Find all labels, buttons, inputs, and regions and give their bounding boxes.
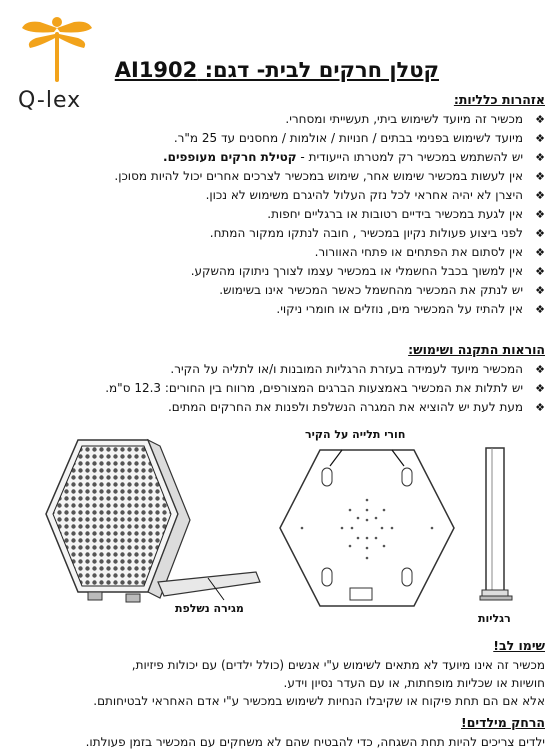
diamond-bullet-icon: ❖ [535, 284, 545, 297]
install-list [105, 360, 545, 417]
install-section [105, 342, 545, 417]
attention-line: מכשיר זה אינו מיועד לא מתאים לשימוש ע"י אנשים (כולל ילדים) עם יכולות פיזיות, [131, 658, 545, 672]
list-item: ❖ יש להשתמש במכשיר רק למטרתו הייעודית - קטילת חרקים מעופפים. [114, 148, 545, 167]
general-warnings-list [114, 110, 545, 319]
list-item: ❖ מכשיר זה מיועד לשימוש ביתי, תעשייתי ומסחרי. [114, 110, 545, 129]
bold-purpose-text: קטילת חרקים מעופפים. [163, 150, 297, 164]
kids-text: ילדים צריכים להיות תחת השגחה, כדי להבטיח שהם לא משחקים עם המכשיר בזמן פעולתו. [85, 735, 545, 749]
list-item: ❖ אין לעשות במכשיר שימוש אחר, שימוש במכשיר לצרכים אחרים יכול להיות מסוכן. [114, 167, 545, 186]
product-perspective-illustration [28, 432, 278, 617]
tray-label: מגירה נשלפת [175, 602, 244, 615]
diamond-bullet-icon: ❖ [535, 265, 545, 278]
product-side-illustration [478, 440, 518, 610]
attention-heading: שימו לב! [493, 638, 545, 653]
list-item: ❖ המכשיר מיועד לעמידה בעזרת הרגליות המובנות ו/או לתליה על הקיר. [105, 360, 545, 379]
page-title: קטלן חרקים לבית- דגם: AI1902 [114, 58, 439, 82]
list-item: ❖ אין להתיז על המכשיר מים, נוזלים או חומרי ניקוי. [114, 300, 545, 319]
list-item: ❖ יש לתלות את המכשיר באמצעות הברגים המצורפים, מרווח בין החורים: 12.3 ס"מ. [105, 379, 545, 398]
diamond-bullet-icon: ❖ [535, 227, 545, 240]
diamond-bullet-icon: ❖ [535, 363, 545, 376]
diamond-bullet-icon: ❖ [535, 303, 545, 316]
diamond-bullet-icon: ❖ [535, 246, 545, 259]
diamond-bullet-icon: ❖ [535, 113, 545, 126]
list-item: ❖ מיועד לשימוש בפנימי בבתים / חנויות / אולמות / מחסנים עד 25 מ"ר. [114, 129, 545, 148]
list-item: ❖ אין לגעת במכשיר בידיים רטובות או ברגליים יחפות. [114, 205, 545, 224]
diamond-bullet-icon: ❖ [535, 151, 545, 164]
list-item: ❖ היצרן לא יהיה אחראי לכל נזק העלול להיגרם משימוש לא נכון. [114, 186, 545, 205]
feet-label: רגליות [478, 612, 511, 625]
list-item: ❖ אין לסתום את הפתחים או פתחי האוורור. [114, 243, 545, 262]
attention-line: אלא אם הם תחת פיקוח או שקיבלו הנחיות לשימוש במכשיר ע"י אדם האחראי לבטיחותם. [93, 694, 545, 708]
diamond-bullet-icon: ❖ [535, 208, 545, 221]
kids-heading: הרחק מילדים! [461, 715, 545, 730]
diamond-bullet-icon: ❖ [535, 170, 545, 183]
general-warnings-section [114, 92, 545, 319]
install-heading: הוראות התקנה ושימוש: [408, 342, 545, 357]
list-item: ❖ מעת לעת יש להוציא את המגרה הנשלפת ולפנות את החרקים המתים. [105, 398, 545, 417]
diamond-bullet-icon: ❖ [535, 401, 545, 414]
attention-line: חושיות או שכליות מופחתות, או עם העדר נסיון וידע. [283, 676, 545, 690]
list-item: ❖ יש לנתק את המכשיר מהחשמל כאשר המכשיר אינו בשימוש. [114, 281, 545, 300]
list-item: ❖ לפני ביצוע פעולות נקיון במכשיר , חובה לנתקו ממקור המתח. [114, 224, 545, 243]
diamond-bullet-icon: ❖ [535, 132, 545, 145]
product-back-illustration [272, 440, 462, 620]
holes-label: חורי תלייה על הקיר [305, 428, 406, 441]
kids-section [15, 715, 545, 751]
attention-section [15, 638, 545, 710]
diamond-bullet-icon: ❖ [535, 189, 545, 202]
general-warnings-heading: אזהרות כלליות: [453, 92, 545, 107]
brand-name: Q-lex [18, 88, 82, 113]
diamond-bullet-icon: ❖ [535, 382, 545, 395]
list-item: ❖ אין למשוך בכבל החשמלי או במכשיר עצמו לצורך ניתוקו מהשקע. [114, 262, 545, 281]
